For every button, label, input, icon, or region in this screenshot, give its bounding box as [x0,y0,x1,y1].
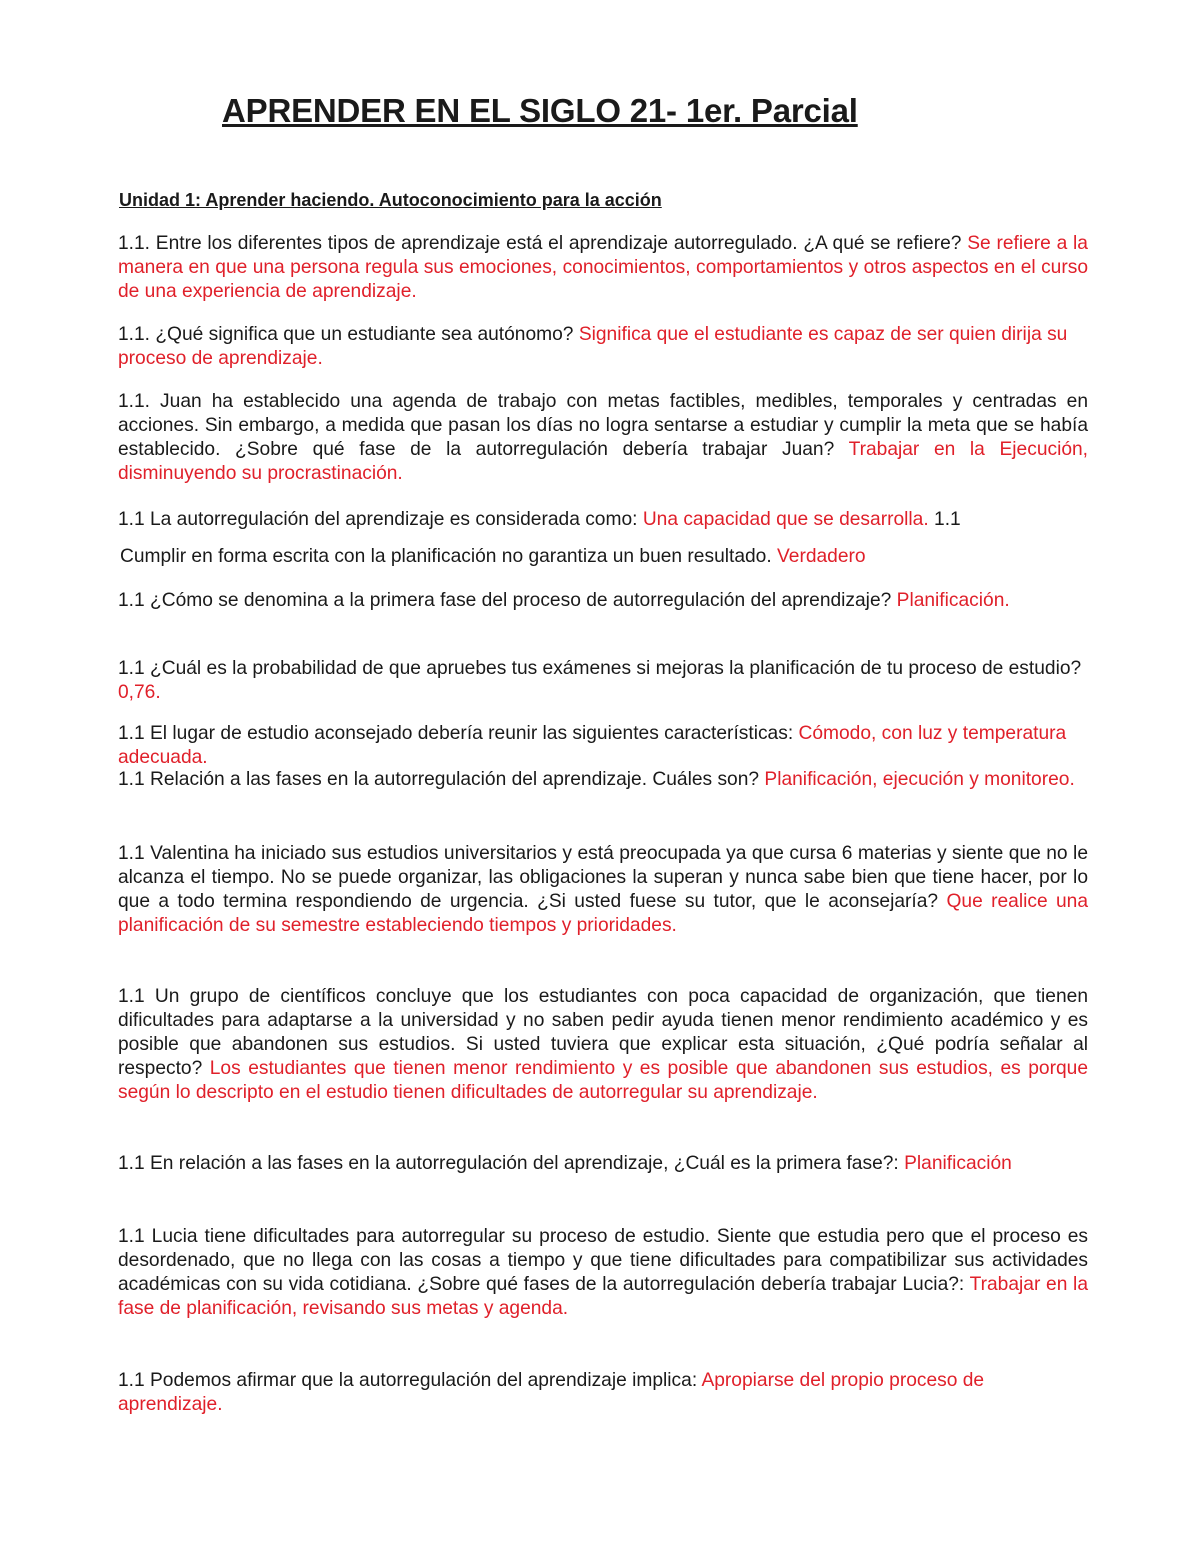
answer-text: Verdadero [777,546,866,567]
question-text: 1.1 El lugar de estudio aconsejado debería reunir las siguientes características: [118,723,794,744]
question-text: 1.1 ¿Cuál es la probabilidad de que apruebes tus exámenes si mejoras la planificación de tu proceso de estudio? [118,658,1082,679]
question-block [118,1152,1088,1176]
answer-text: Planificación [904,1153,1012,1174]
question-block [118,1225,1088,1321]
question-text: 1.1 En relación a las fases en la autorregulación del aprendizaje, ¿Cuál es la primera fase?: [118,1153,899,1174]
question-text: 1.1 Un grupo de científicos concluye que los estudiantes con poca capacidad de organización, que tienen dificultades para adaptarse a la universidad y no saben pedir ayuda tienen menor rendimiento académico y es posible que abandonen sus estudios. Si usted tuviera que explicar esta situación, ¿Qué podría señalar al respecto? [118,986,1088,1079]
answer-text: Planificación, ejecución y monitoreo. [764,769,1075,790]
question-block [118,657,1088,705]
answer-text: Que realice una planificación de su semestre estableciendo tiempos y prioridades. [118,891,1089,936]
question-text: 1.1. Juan ha establecido una agenda de trabajo con metas factibles, medibles, temporales y centradas en acciones. Sin embargo, a medida que pasan los días no logra sentarse a estudiar y cumplir la meta que se había establecido. ¿Sobre qué fase de la autorregulación debería trabajar Juan? [118,391,1088,460]
question-text: Cumplir en forma escrita con la planificación no garantiza un buen resultado. [120,546,772,567]
question-block [118,323,1088,371]
question-text: 1.1 Lucia tiene dificultades para autorregular su proceso de estudio. Siente que estudia pero que el proceso es desordenado, que no llega con las cosas a tiempo y que tiene dificultades para compatibilizar sus actividades académicas con su vida cotidiana. ¿Sobre qué fases de la autorregulación debería trabajar Lucia?: [118,1226,1088,1295]
answer-text: Cómodo, con luz y temperatura adecuada. [118,723,1067,768]
question-text: 1.1. ¿Qué significa que un estudiante sea autónomo? [118,324,574,345]
question-text: 1.1 Relación a las fases en la autorregulación del aprendizaje. Cuáles son? [118,769,760,790]
question-text: 1.1. Entre los diferentes tipos de aprendizaje está el aprendizaje autorregulado. ¿A qué se refiere? [118,233,962,254]
answer-text: Significa que el estudiante es capaz de ser quien dirija su proceso de aprendizaje. [118,324,1068,369]
question-block [118,768,1088,792]
question-block [120,545,1090,569]
answer-text: Apropiarse del propio proceso de aprendizaje. [118,1370,985,1415]
question-text: 1.1 ¿Cómo se denomina a la primera fase del proceso de autorregulación del aprendizaje? [118,590,892,611]
answer-text: Trabajar en la fase de planificación, revisando sus metas y agenda. [118,1274,1088,1319]
answer-text: Se refiere a la manera en que una persona regula sus emociones, conocimientos, comportamientos y otros aspectos en el curso de una experiencia de aprendizaje. [118,233,1088,302]
question-block [118,232,1088,304]
question-block [118,722,1088,770]
question-block [118,390,1088,486]
answer-text: Planificación. [896,590,1010,611]
question-text: 1.1 Podemos afirmar que la autorregulación del aprendizaje implica: [118,1370,698,1391]
question-block [118,508,1088,532]
answer-text: Una capacidad que se desarrolla. [642,509,929,530]
question-block [118,589,1088,613]
answer-text: Los estudiantes que tienen menor rendimiento y es posible que abandonen sus estudios, es porque según lo descripto en el estudio tienen dificultades de autorregular su aprendizaje. [118,1058,1088,1103]
question-text: 1.1 La autorregulación del aprendizaje es considerada como: [118,509,638,530]
unit-heading: Unidad 1: Aprender haciendo. Autoconocimiento para la acción [119,190,662,210]
answer-text: 0,76. [118,682,161,703]
question-number: 1.1 [934,509,961,530]
question-text: 1.1 Valentina ha iniciado sus estudios universitarios y está preocupada ya que cursa 6 materias y siente que no le alcanza el tiempo. No se puede organizar, las obligaciones la superan y nunca sabe bien que tiene hacer, por lo que a todo termina respondiendo de urgencia. ¿Si usted fuese su tutor, que le aconsejaría? [118,843,1088,912]
question-block [118,985,1088,1105]
question-block [118,1369,1088,1417]
answer-text: Trabajar en la Ejecución, disminuyendo su procrastinación. [118,439,1089,484]
question-block [118,842,1088,938]
document-title: APRENDER EN EL SIGLO 21- 1er. Parcial [222,92,858,129]
